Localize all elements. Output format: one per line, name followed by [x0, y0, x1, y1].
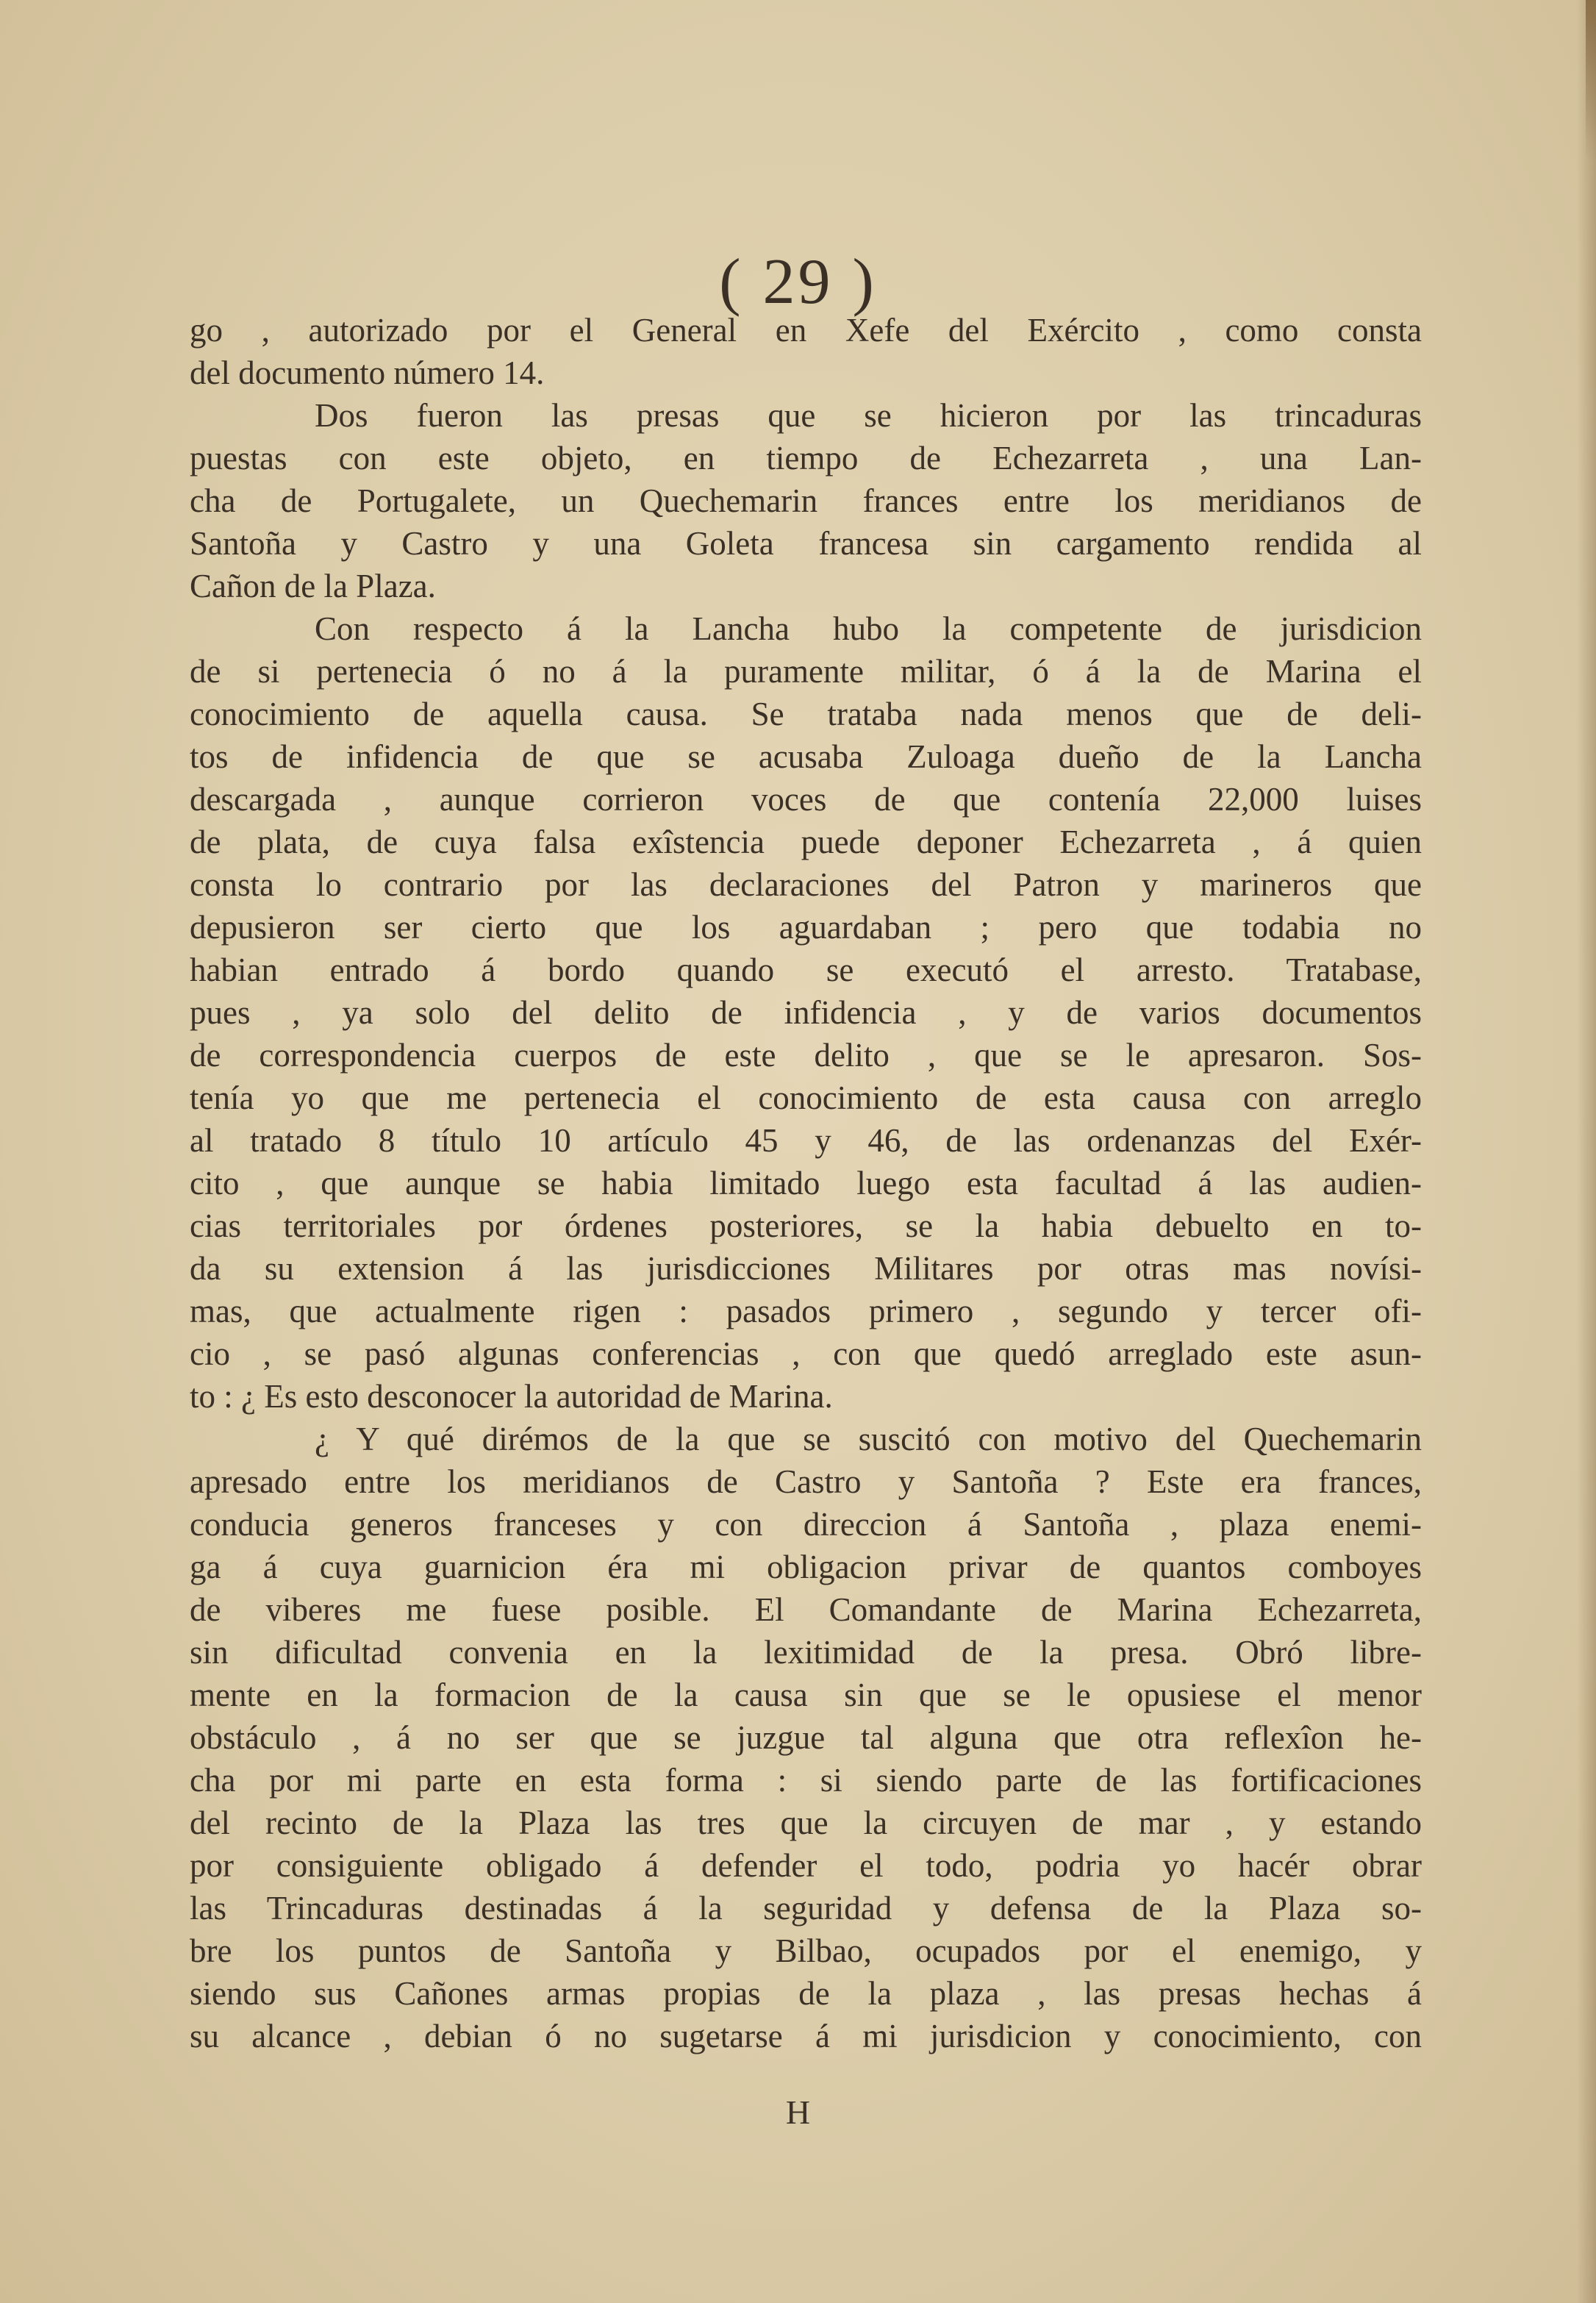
text-line: ga á cuya guarnicion éra mi obligacion privar de quantos comboyes	[190, 1549, 1422, 1585]
text-line: Santoña y Castro y una Goleta francesa sin cargamento rendida al	[190, 525, 1422, 562]
text-line: mas, que actualmente rigen : pasados primero , segundo y tercer ofi-	[190, 1293, 1422, 1329]
text-line: al tratado 8 título 10 artículo 45 y 46, de las ordenanzas del Exér-	[190, 1122, 1422, 1159]
text-line: pues , ya solo del delito de infidencia , y de varios documentos	[190, 994, 1422, 1031]
text-line: obstáculo , á no ser que se juzgue tal alguna que otra reflexîon he-	[190, 1719, 1422, 1756]
text-line: sin dificultad convenia en la lexitimidad de la presa. Obró libre-	[190, 1634, 1422, 1671]
text-line: tenía yo que me pertenecia el conocimiento de esta causa con arreglo	[190, 1079, 1422, 1116]
text-line: de viberes me fuese posible. El Comandante de Marina Echezarreta,	[190, 1591, 1422, 1628]
text-line: cio , se pasó algunas conferencias , con que quedó arreglado este asun-	[190, 1335, 1422, 1372]
text-line: consta lo contrario por las declaraciones del Patron y marineros que	[190, 866, 1422, 903]
text-line: su alcance , debian ó no sugetarse á mi jurisdicion y conocimiento, con	[190, 2018, 1422, 2054]
text-line: cha de Portugalete, un Quechemarin frances entre los meridianos de	[190, 482, 1422, 519]
text-line: go , autorizado por el General en Xefe del Exército , como consta	[190, 312, 1422, 349]
text-line: mente en la formacion de la causa sin que se le opusiese el menor	[190, 1677, 1422, 1713]
text-line: ¿ Y qué dirémos de la que se suscitó con motivo del Quechemarin	[315, 1421, 1422, 1457]
page-number: ( 29 )	[719, 246, 877, 318]
text-line: depusieron ser cierto que los aguardaban ; pero que todabia no	[190, 909, 1422, 946]
text-line: bre los puntos de Santoña y Bilbao, ocupados por el enemigo, y	[190, 1932, 1422, 1969]
text-line: de si pertenecia ó no á la puramente militar, ó á la de Marina el	[190, 653, 1422, 690]
text-line: apresado entre los meridianos de Castro y Santoña ? Este era frances,	[190, 1463, 1422, 1500]
text-line: habian entrado á bordo quando se executó el arresto. Tratabase,	[190, 951, 1422, 988]
text-line: de correspondencia cuerpos de este delito , que se le apresaron. Sos-	[190, 1037, 1422, 1074]
text-line: cito , que aunque se habia limitado luego esta facultad á las audien-	[190, 1165, 1422, 1202]
text-line: del recinto de la Plaza las tres que la circuyen de mar , y estando	[190, 1804, 1422, 1841]
text-line: de plata, de cuya falsa exîstencia puede deponer Echezarreta , á quien	[190, 824, 1422, 860]
text-line: Con respecto á la Lancha hubo la competente de jurisdicion	[315, 610, 1422, 647]
text-line: puestas con este objeto, en tiempo de Echezarreta , una Lan-	[190, 440, 1422, 476]
signature-mark: H	[785, 2093, 811, 2131]
text-line: cias territoriales por órdenes posteriores, se la habia debuelto en to-	[190, 1207, 1422, 1244]
text-line: por consiguiente obligado á defender el todo, podria yo hacér obrar	[190, 1847, 1422, 1884]
text-line: to : ¿ Es esto desconocer la autoridad de Marina.	[190, 1378, 833, 1415]
page-edge-shadow	[1577, 0, 1596, 2303]
text-line: conocimiento de aquella causa. Se trataba nada menos que de deli-	[190, 696, 1422, 732]
text-line: cha por mi parte en esta forma : si siendo parte de las fortificaciones	[190, 1762, 1422, 1799]
text-line: descargada , aunque corrieron voces de que contenía 22,000 luises	[190, 781, 1422, 818]
page-edge-stain	[1586, 0, 1596, 162]
text-line: siendo sus Cañones armas propias de la plaza , las presas hechas á	[190, 1975, 1422, 2012]
body-text	[190, 309, 1422, 2057]
text-line: Cañon de la Plaza.	[190, 568, 436, 604]
text-line: tos de infidencia de que se acusaba Zuloaga dueño de la Lancha	[190, 738, 1422, 775]
text-line: Dos fueron las presas que se hicieron por las trincaduras	[315, 397, 1422, 434]
text-line: conducia generos franceses y con direccion á Santoña , plaza enemi-	[190, 1506, 1422, 1543]
text-line: del documento número 14.	[190, 354, 545, 391]
text-line: las Trincaduras destinadas á la seguridad y defensa de la Plaza so-	[190, 1890, 1422, 1927]
text-line: da su extension á las jurisdicciones Militares por otras mas novísi-	[190, 1250, 1422, 1287]
